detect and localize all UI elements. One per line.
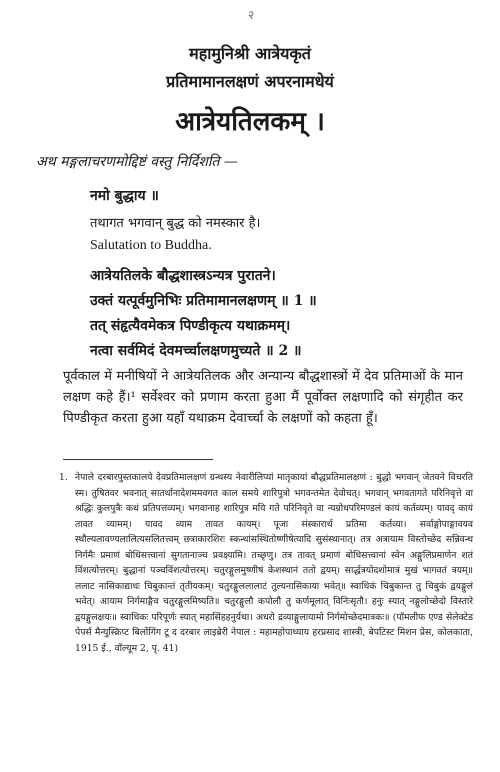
footnote-number: 1. — [59, 472, 68, 483]
salutation-hindi: तथागत भगवान् बुद्ध को नमस्कार है। — [90, 216, 261, 231]
verse-line: आत्रेयतिलके बौद्धशास्त्रऽन्यत्र पुरातने। — [90, 268, 276, 284]
page-title: आत्रेयतिलकम् । — [175, 107, 325, 137]
salutation-sanskrit: नमो बुद्धाय ॥ — [90, 188, 159, 204]
verse-line: नत्वा सर्वमिदं देवमर्च्चालक्षणमुच्यते ॥ 2 ॥ — [90, 343, 302, 359]
header-line-1: महामुनिश्री आत्रेयकृतं — [189, 44, 311, 63]
footnote — [59, 470, 473, 656]
footnote-text: नेपाले दरबारपुस्तकालये देवप्रतिमालक्षणं ग्रन्थस्य नेवारीलिप्यां मातृकायां बौद्धप्रतिमालक्षणं : बुद्धो भगवान् जेतवने विचरति स्म। तुषितवर भवनात् सातर्थानादेशममवगत काल समये शारिपुत्रो भगवन्तमेत देवोचत्। भगवान् भगवतागते परिनिवृत्ते वा श्रद्धिः कुलपुत्रैः कथं प्रतिपत्तव्यम्। भगवानाह शारिपुत्र मयि गते परिनिवृते वा न्यग्रोधपरिमण्डलं कायं कर्तव्यम्। यावद् कायं तावत व्यामम्। यावद व्याम तावत कायम्। पूजा संस्कारार्थ प्रतिमा कर्तव्या। सर्वाङ्गोपाङ्गावयव स्थौल्यलावण्यलालित्यसलितत्त्वम् छत्राकारशिरः स्कन्धांसस्थितोष्णीषेत्यादि सुसंस्थानात्। तत्र अत्रायाम विस्तोच्छेद सन्निवन्ध निर्गमैः प्रमाणं बोधिसत्त्वानां सुगतानाञ्च प्रवक्ष्यामि। तच्छृणु। तत्र तावत् प्रमाणं बोधिसत्त्वानां स्वेन अङ्गुलिप्रमाणेन शतं विंशत्योत्तरम्। बुद्धानां पञ्चविंशत्योत्तरम्। चतुरङ्गुलमुष्णीषं केशस्थानं ततो द्वयम्। सार्द्धत्रयोदशोमात्रं मुखं भागवतं त्रयम्॥ ललाट नासिकाद्याधः चिबुकान्तं तृतीयकम्। चतुरङ्गुललालाटं तुल्यनासिकाया भवेत्॥ स्वाधिकं चिबुकान्त तु चिबुकं द्वयङ्गुलं भवेत्। आयाम निर्गमाङ्गैव चतुरङ्गुलमिष्यति॥ चतुरङ्गुलौ कपोलौ तु कर्णमूलात् विनिःसृतौ। हनुः स्यात् नङ्गुलोच्छेदो विस्तारे द्वयङ्गुलक्षयः॥ स्वाधिकः परिपूर्णः स्यात् महासिंहहनुर्यथा। अधरो द्रव्याङ्गुलायामो निर्गमोच्छेदमात्रकः॥ (पॉमलीफ एण्ड सेलेक्टेड पेपर्स मैन्युस्क्रिप्ट बिलोंगिंग टू द दरबार लाइब्रेरी नेपाल : महामहोपाध्याय हरप्रसाद शास्त्री, बेपटिस्ट मिशन प्रेस, कोलकाता, 1915 ई., वॉल्यूम 2, पृ. 41) — [75, 472, 473, 654]
salutation-english: Salutation to Buddha. — [90, 238, 212, 253]
intro-line: अथ मङ्गलाचरणमोद्दिष्टं वस्तु निर्दिशति — — [36, 154, 238, 170]
header-line-2: प्रतिमामानलक्षणं अपरनामधेयं — [166, 72, 334, 91]
verse-line: तत् संहृत्यैवमेकत्र पिण्डीकृत्य यथाक्रमम्। — [90, 318, 291, 334]
commentary-paragraph: पूर्वकाल में मनीषियों ने आत्रेयतिलक और अन्यान्य बौद्धशास्त्रों में देव प्रतिमाओं के मान लक्षण कहे हैं।¹ सर्वेश्वर को प्रणाम करता हुआ मैं पूर्वोक्त लक्षणादि को संगृहीत कर पिण्डीकृत करता हुआ यहाँ यथाक्रम देवार्च्चा के लक्षणों को कहता हूँ। — [63, 369, 463, 426]
page-number: २ — [248, 8, 255, 22]
verse-line: उक्तं यत्पूर्वमुनिभिः प्रतिमामानलक्षणम् ॥ 1 ॥ — [90, 293, 317, 309]
footnote-divider — [63, 459, 213, 460]
